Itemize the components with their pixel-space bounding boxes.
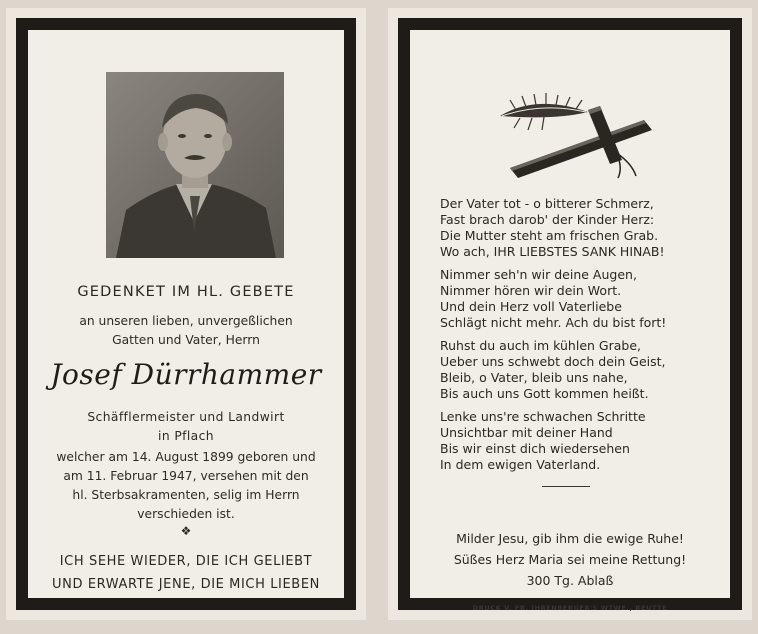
poem-line: Die Mutter steht am frischen Grab. [440, 228, 659, 243]
prayer-line: Süßes Herz Maria sei meine Rettung! [453, 552, 687, 567]
poem-line: Bis wir einst dich wiedersehen [440, 441, 630, 456]
poem [440, 196, 750, 480]
poem-line: Bleib, o Vater, bleib uns nahe, [440, 370, 628, 385]
poem-line: In dem ewigen Vaterland. [440, 457, 601, 472]
memorial-heading: GEDENKET IM HL. GEBETE [77, 284, 295, 300]
ornament-icon: ❖ [180, 524, 192, 538]
poem-stanza [440, 267, 750, 331]
poem-line: Und dein Herz voll Vaterliebe [440, 299, 622, 314]
poem-line: Ueber uns schwebt doch dein Geist, [440, 354, 666, 369]
poem-stanza [440, 338, 750, 402]
closing-quote [28, 550, 344, 596]
poem-stanza [440, 409, 750, 473]
cross-with-palm-frond-icon [496, 90, 666, 180]
black-border-frame-left [16, 18, 356, 610]
bio-line: welcher am 14. August 1899 geboren und [56, 450, 316, 464]
intro-text [28, 312, 344, 350]
poem-line: Lenke uns're schwachen Schritte [440, 409, 646, 424]
memorial-card-left [6, 8, 366, 620]
intro-line: an unseren lieben, unvergeßlichen [79, 314, 293, 328]
intro-line: Gatten und Vater, Herrn [112, 333, 260, 347]
closing-line: UND ERWARTE JENE, DIE MICH LIEBEN [52, 577, 320, 592]
prayer-line: Milder Jesu, gib ihm die ewige Ruhe! [456, 531, 684, 546]
poem-line: Wo ach, IHR LIEBSTES SANK HINAB! [440, 244, 665, 259]
poem-line: Fast brach darob' der Kinder Herz: [440, 212, 655, 227]
closing-line: ICH SEHE WIEDER, DIE ICH GELIEBT [59, 554, 313, 569]
biography-text [28, 448, 344, 524]
black-border-frame-right [398, 18, 742, 610]
poem-line: Nimmer hören wir dein Wort. [440, 283, 622, 298]
portrait-photo [106, 72, 284, 258]
poem-line: Ruhst du auch im kühlen Grabe, [440, 338, 642, 353]
poem-line: Nimmer seh'n wir deine Augen, [440, 267, 637, 282]
prayer-text [410, 528, 730, 591]
poem-line: Der Vater tot - o bitterer Schmerz, [440, 196, 654, 211]
profession-text [28, 408, 344, 446]
memorial-card-right [388, 8, 752, 620]
profession-line: in Pflach [158, 429, 214, 443]
poem-line: Schlägt nicht mehr. Ach du bist fort! [440, 315, 667, 330]
poem-line: Unsichtbar mit deiner Hand [440, 425, 613, 440]
divider-line [542, 486, 590, 487]
poem-stanza [440, 196, 750, 260]
bio-line: verschieden ist. [137, 507, 235, 521]
bio-line: hl. Sterbsakramenten, selig im Herrn [72, 488, 300, 502]
prayer-line: 300 Tg. Ablaß [526, 573, 614, 588]
poem-line: Bis auch uns Gott kommen heißt. [440, 386, 649, 401]
printer-imprint: DRUCK V. FR. IHRENBERGER'S WTWE., REUTTE [472, 604, 668, 612]
portrait-image [106, 72, 284, 258]
deceased-name: Josef Dürrhammer [50, 358, 322, 391]
profession-line: Schäfflermeister und Landwirt [87, 410, 285, 424]
bio-line: am 11. Februar 1947, versehen mit den [63, 469, 309, 483]
